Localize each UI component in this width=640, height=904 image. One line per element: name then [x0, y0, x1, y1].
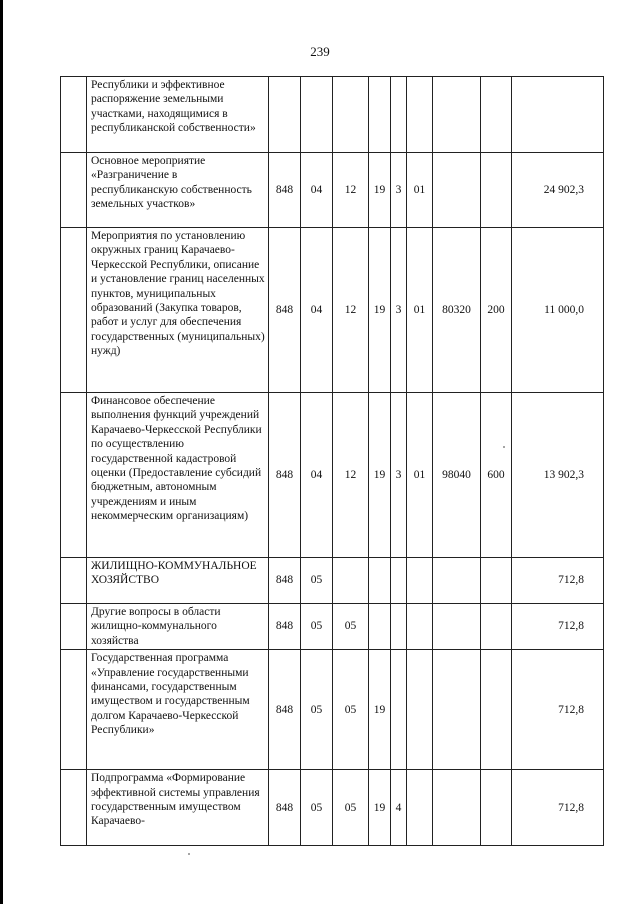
ministry-code: 848 — [269, 650, 301, 770]
subsection-code: 12 — [333, 153, 369, 228]
scan-speck — [503, 446, 505, 448]
program-code — [369, 604, 391, 650]
expense-type-code — [481, 77, 512, 153]
activity-code — [407, 770, 433, 846]
ministry-code: 848 — [269, 604, 301, 650]
direction-code — [433, 77, 481, 153]
section-code: 05 — [301, 604, 333, 650]
blank-cell — [61, 393, 87, 558]
expense-type-code — [481, 153, 512, 228]
subprogram-code: 3 — [391, 228, 407, 393]
subprogram-code: 3 — [391, 153, 407, 228]
amount: 24 902,3 — [512, 153, 604, 228]
expense-type-code — [481, 558, 512, 604]
amount: 13 902,3 — [512, 393, 604, 558]
expense-type-code — [481, 604, 512, 650]
direction-code: 98040 — [433, 393, 481, 558]
table-row — [61, 650, 604, 770]
subsection-code: 05 — [333, 770, 369, 846]
direction-code — [433, 770, 481, 846]
page-number: 239 — [310, 44, 330, 59]
program-code: 19 — [369, 650, 391, 770]
section-code: 05 — [301, 650, 333, 770]
table-row — [61, 77, 604, 153]
table-row — [61, 558, 604, 604]
direction-code: 80320 — [433, 228, 481, 393]
item-name: Другие вопросы в области жилищно-коммунального хозяйства — [87, 604, 269, 650]
item-name: Основное мероприятие «Разграничение в республиканскую собственность земельных участков» — [87, 153, 269, 228]
amount — [512, 77, 604, 153]
ministry-code: 848 — [269, 228, 301, 393]
subprogram-code: 3 — [391, 393, 407, 558]
subsection-code: 12 — [333, 393, 369, 558]
blank-cell — [61, 228, 87, 393]
subprogram-code — [391, 604, 407, 650]
blank-cell — [61, 770, 87, 846]
subprogram-code — [391, 558, 407, 604]
program-code: 19 — [369, 393, 391, 558]
activity-code — [407, 604, 433, 650]
section-code: 05 — [301, 558, 333, 604]
ministry-code: 848 — [269, 393, 301, 558]
direction-code — [433, 604, 481, 650]
ministry-code: 848 — [269, 770, 301, 846]
activity-code: 01 — [407, 228, 433, 393]
activity-code — [407, 650, 433, 770]
item-name: Республики и эффективное распоряжение земельными участками, находящимися в республиканской собственности» — [87, 77, 269, 153]
section-code: 04 — [301, 393, 333, 558]
item-name: Государственная программа «Управление государственными финансами, государственным имуществом и государственным долгом Карачаево-Черкесской Республики» — [87, 650, 269, 770]
expense-type-code — [481, 650, 512, 770]
expense-type-code — [481, 770, 512, 846]
budget-table — [60, 76, 604, 846]
subsection-code — [333, 77, 369, 153]
section-code: 05 — [301, 770, 333, 846]
table-row — [61, 228, 604, 393]
subprogram-code — [391, 77, 407, 153]
item-name: Финансовое обеспечение выполнения функций учреждений Карачаево-Черкесской Республики по осуществлению государственной кадастровой оценки (Предоставление субсидий бюджетным, автономным учреждениям и иным некоммерческим организациям) — [87, 393, 269, 558]
activity-code: 01 — [407, 393, 433, 558]
blank-cell — [61, 650, 87, 770]
blank-cell — [61, 153, 87, 228]
amount: 712,8 — [512, 650, 604, 770]
amount: 11 000,0 — [512, 228, 604, 393]
subprogram-code: 4 — [391, 770, 407, 846]
section-code — [301, 77, 333, 153]
item-name: ЖИЛИЩНО-КОММУНАЛЬНОЕ ХОЗЯЙСТВО — [87, 558, 269, 604]
section-code: 04 — [301, 228, 333, 393]
ministry-code: 848 — [269, 558, 301, 604]
expense-type-code: 200 — [481, 228, 512, 393]
program-code: 19 — [369, 153, 391, 228]
table-row — [61, 604, 604, 650]
item-name: Мероприятия по установлению окружных границ Карачаево-Черкесской Республики, описание и установление границ населенных пунктов, муниципальных образований (Закупка товаров, работ и услуг для обеспечения государственных (муниципальных) нужд) — [87, 228, 269, 393]
table-row — [61, 153, 604, 228]
amount: 712,8 — [512, 770, 604, 846]
ministry-code: 848 — [269, 153, 301, 228]
blank-cell — [61, 558, 87, 604]
blank-cell — [61, 604, 87, 650]
activity-code — [407, 558, 433, 604]
program-code: 19 — [369, 228, 391, 393]
direction-code — [433, 558, 481, 604]
amount: 712,8 — [512, 604, 604, 650]
scan-speck — [188, 853, 190, 855]
item-name: Подпрограмма «Формирование эффективной системы управления государственным имуществом Карачаево- — [87, 770, 269, 846]
program-code — [369, 77, 391, 153]
activity-code — [407, 77, 433, 153]
section-code: 04 — [301, 153, 333, 228]
scan-edge — [0, 0, 3, 904]
subprogram-code — [391, 650, 407, 770]
blank-cell — [61, 77, 87, 153]
direction-code — [433, 153, 481, 228]
ministry-code — [269, 77, 301, 153]
subsection-code: 12 — [333, 228, 369, 393]
subsection-code: 05 — [333, 604, 369, 650]
table-row — [61, 393, 604, 558]
subsection-code: 05 — [333, 650, 369, 770]
table-row — [61, 770, 604, 846]
activity-code: 01 — [407, 153, 433, 228]
program-code — [369, 558, 391, 604]
expense-type-code: 600 — [481, 393, 512, 558]
subsection-code — [333, 558, 369, 604]
amount: 712,8 — [512, 558, 604, 604]
direction-code — [433, 650, 481, 770]
program-code: 19 — [369, 770, 391, 846]
